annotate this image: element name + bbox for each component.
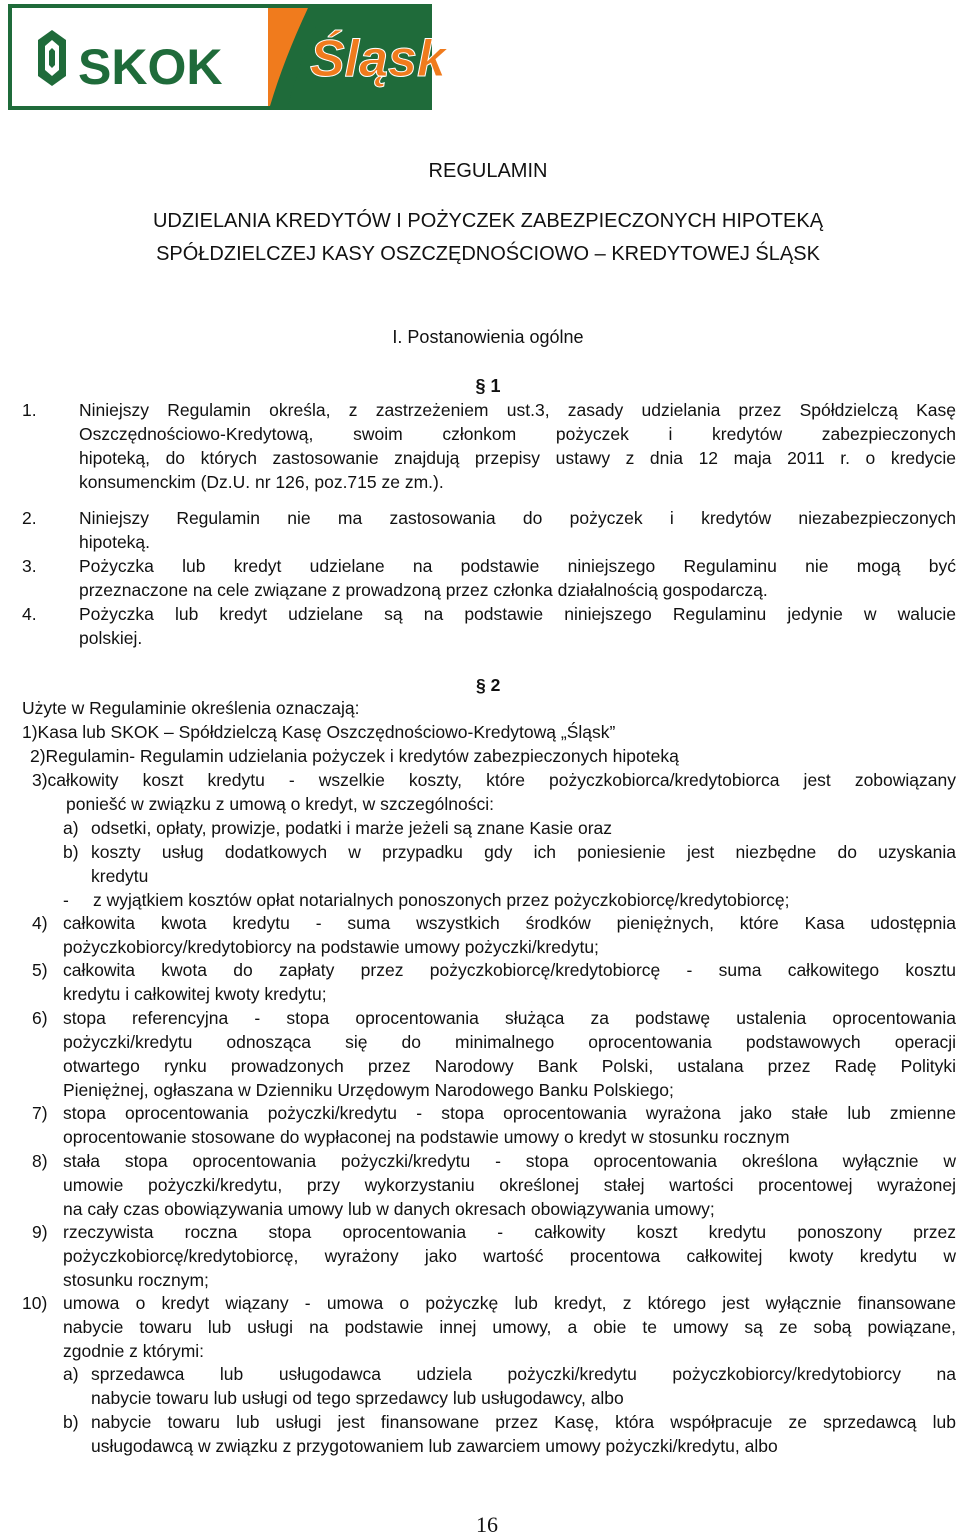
definition-line: pożyczkobiorcę/kredytobiorcę, wyrażony jako wartość procentowa całkowitej kwoty kredytu w — [63, 1246, 956, 1266]
definition-10a-line2: nabycie towaru lub usługi od tego sprzedawcy lub usługodawcy, albo — [91, 1388, 624, 1408]
section1-item-line: Oszczędnościowo-Kredytową, swoim członkom pożyczek i kredytów zabezpieczonych — [79, 424, 956, 444]
definition-line: kredytu i całkowitej kwoty kredytu; — [63, 984, 327, 1004]
definition-line: stała stopa oprocentowania pożyczki/kredytu - stopa oprocentowania określona wyłącznie w — [63, 1151, 956, 1171]
definition-number: 7) — [32, 1103, 48, 1123]
section1-item-number: 3. — [22, 556, 37, 576]
definition-line: stopa oprocentowania pożyczki/kredytu - stopa oprocentowania wyrażona jako stałe lub zmienne — [63, 1103, 956, 1123]
definition-line: stosunku rocznym; — [63, 1270, 209, 1290]
definition-10b-line2: usługodawcą w związku z przygotowaniem lub zawarciem umowy pożyczki/kredytu, albo — [91, 1436, 778, 1456]
section1-item-line: Niniejszy Regulamin określa, z zastrzeżeniem ust.3, zasady udzielania przez Spółdzielczą Kasę — [79, 400, 956, 420]
section1-item-number: 1. — [22, 400, 37, 420]
definition-3c: z wyjątkiem kosztów opłat notarialnych ponoszonych przez pożyczkobiorcę/kredytobiorcę; — [93, 890, 790, 910]
definition-3a-marker: a) — [63, 818, 79, 838]
definition-line: całkowita kwota do zapłaty przez pożyczkobiorcę/kredytobiorcę - suma całkowitego kosztu — [63, 960, 956, 980]
definition-line: pożyczki/kredytu odnosząca się do minimalnego oprocentowania podstawowych operacji — [63, 1032, 956, 1052]
definition-line: całkowita kwota kredytu - suma wszystkich środków pieniężnych, które Kasa udostępnia — [63, 913, 956, 933]
definition-line: otwartego rynku prowadzonych przez Narodowy Bank Polski, ustalana przez Radę Polityki — [63, 1056, 956, 1076]
document-subtitle-line1: UDZIELANIA KREDYTÓW I POŻYCZEK ZABEZPIECZONYCH HIPOTEKĄ — [152, 210, 824, 232]
section1-item-line: hipoteką. — [79, 532, 151, 552]
paragraph-mark-2: § 2 — [476, 675, 501, 695]
definition-line: rzeczywista roczna stopa oprocentowania - całkowity koszt kredytu ponoszony przez — [63, 1222, 956, 1242]
definitions-intro: Użyte w Regulaminie określenia oznaczają: — [22, 698, 360, 718]
definition-10b-marker: b) — [63, 1412, 79, 1432]
definition-3b-line1: koszty usług dodatkowych w przypadku gdy ich poniesienie jest niezbędne do uzyskania — [91, 842, 956, 862]
definition-3b-line2: kredytu — [91, 866, 149, 886]
definition-line: oprocentowanie stosowane do wypłaconej na podstawie umowy o kredyt w stosunku rocznym — [63, 1127, 790, 1147]
section1-item-line: konsumenckim (Dz.U. nr 126, poz.715 ze zm.). — [79, 472, 444, 492]
definition-line: stopa referencyjna - stopa oprocentowania służąca za podstawę ustalenia oprocentowania — [63, 1008, 956, 1028]
definition-number: 5) — [32, 960, 48, 980]
definition-number: 8) — [32, 1151, 48, 1171]
definition-3c-marker: - — [63, 890, 69, 910]
definition-number: 6) — [32, 1008, 48, 1028]
section1-item-line: hipoteką, do których zastosowanie znajdują przepisy ustawy z dnia 12 maja 2011 r. o kredycie — [79, 448, 956, 468]
section1-item-line: Pożyczka lub kredyt udzielane na podstawie niniejszego Regulaminu nie mogą być — [79, 556, 956, 576]
definition-number: 4) — [32, 913, 48, 933]
section-heading: I. Postanowienia ogólne — [392, 327, 584, 347]
definition-line: nabycie towaru lub usługi na podstawie innej umowy, a obie te umowy są ze sobą powiązane, — [63, 1317, 956, 1337]
section1-item-line: Niniejszy Regulamin nie ma zastosowania do pożyczek i kredytów niezabezpieczonych — [79, 508, 956, 528]
section1-item-number: 4. — [22, 604, 37, 624]
definition-3a: odsetki, opłaty, prowizje, podatki i marże jeżeli są znane Kasie oraz — [91, 818, 613, 838]
document-subtitle-line2: SPÓŁDZIELCZEJ KASY OSZCZĘDNOŚCIOWO – KREDYTOWEJ ŚLĄSK — [156, 243, 820, 265]
definition-3b-marker: b) — [63, 842, 79, 862]
definition-10b-line1: nabycie towaru lub usługi jest finansowane przez Kasę, która współpracuje ze sprzedawcą lub — [91, 1412, 956, 1432]
definition-3-line2: poniešć w związku z umową o kredyt, w szczególności: — [66, 794, 494, 814]
section1-item-line: Pożyczka lub kredyt udzielane są na podstawie niniejszego Regulaminu jedynie w walucie — [79, 604, 956, 624]
definition-10a-marker: a) — [63, 1364, 79, 1384]
skok-emblem-icon — [38, 30, 66, 86]
logo-brand-left: SKOK — [78, 39, 223, 95]
definition-10a-line1: sprzedawca lub usługodawca udziela pożyczki/kredytu pożyczkobiorcy/kredytobiorcy na — [91, 1364, 956, 1384]
definition-line: zgodnie z którymi: — [63, 1341, 205, 1361]
definition-line: pożyczkobiorcy/kredytobiorcy na podstawie umowy pożyczki/kredytu; — [63, 937, 599, 957]
skok-slask-logo — [8, 4, 446, 110]
definition-number: 9) — [32, 1222, 48, 1242]
section1-item-number: 2. — [22, 508, 37, 528]
section1-item-line: przeznaczone na cele związane z prowadzoną przez członka działalnością gospodarczą. — [79, 580, 768, 600]
definition-line: Pieniężnej, ogłaszana w Dzienniku Urzędowym Narodowego Banku Polskiego; — [63, 1080, 674, 1100]
definition-line: umowa o kredyt wiązany - umowa o pożyczkę lub kredyt, z którego jest wyłącznie finansowane — [63, 1293, 956, 1313]
definition-3-line1: 3)całkowity koszt kredytu - wszelkie koszty, które pożyczkobiorca/kredytobiorca jest zobowiązany — [32, 770, 956, 790]
definition-number: 10) — [22, 1293, 48, 1313]
page-number: 16 — [476, 1512, 498, 1537]
definition-line: na cały czas obowiązywania umowy lub w danych okresach obowiązywania umowy; — [63, 1199, 715, 1219]
section1-item-line: polskiej. — [79, 628, 143, 648]
definition-2: 2)Regulamin- Regulamin udzielania pożyczek i kredytów zabezpieczonych hipoteką — [30, 746, 679, 766]
definition-line: umowie pożyczki/kredytu, przy wykorzystaniu określonej stałej wartości procentowej wyrażonej — [63, 1175, 956, 1195]
paragraph-mark-1: § 1 — [475, 376, 501, 396]
logo-brand-right: Śląsk — [310, 30, 446, 88]
document-title: REGULAMIN — [428, 160, 548, 182]
definition-1: 1)Kasa lub SKOK – Spółdzielczą Kasę Oszczędnościowo-Kredytową „Śląsk” — [22, 722, 616, 742]
